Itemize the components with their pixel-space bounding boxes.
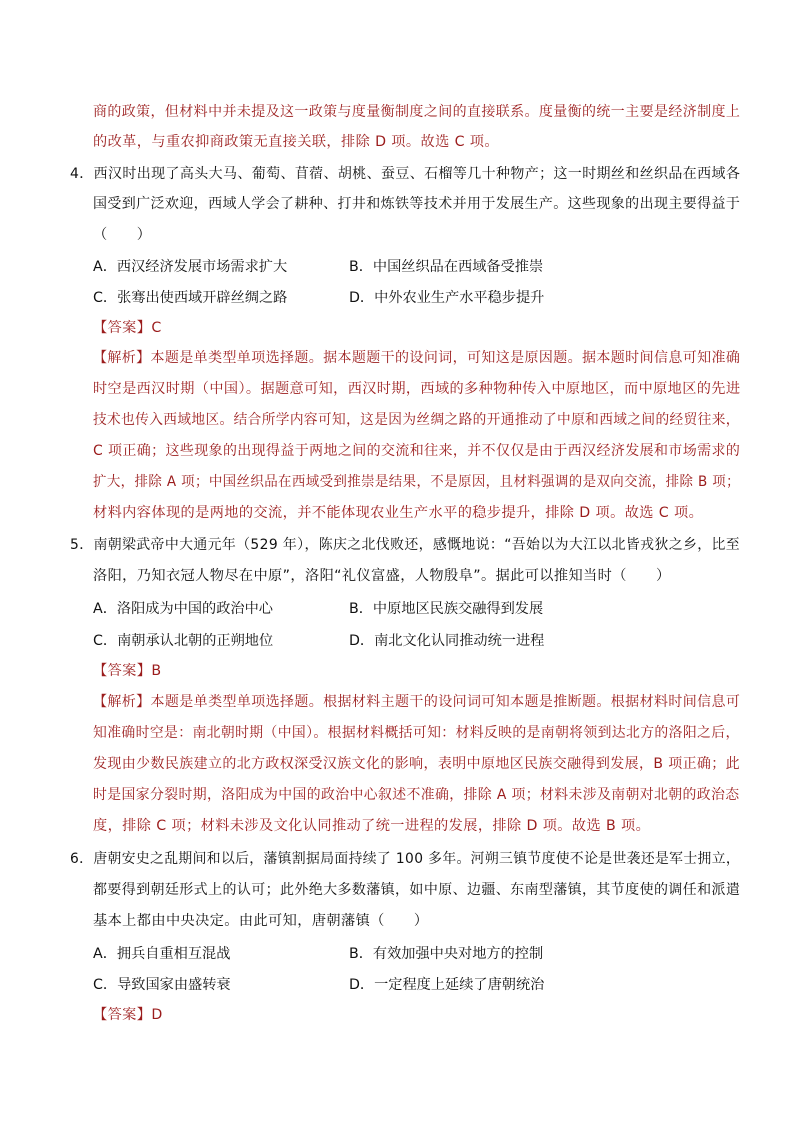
analysis-line: 商的政策，但材料中并未提及这一政策与度量衡制度之间的直接联系。度量衡的统一主要是经济制度上 xyxy=(93,104,741,120)
analysis-line: 技术也传入西域地区。结合所学内容可知，这是因为丝绸之路的开通推动了中原和西域之间的经贸往来， xyxy=(93,412,740,428)
option-c: C．导致国家由盛转衰 xyxy=(93,977,231,993)
question-5-stem: 5．南朝梁武帝中大通元年（529 年），陈庆之北伐败还，感慨地说：“吾始以为大江以北皆戎狄之乡，比至 xyxy=(70,537,741,553)
answer-label: 【答案】D xyxy=(93,1007,163,1023)
option-c: C．南朝承认北朝的正朔地位 xyxy=(93,633,274,649)
answer-label: 【答案】B xyxy=(93,663,162,679)
option-d: D．一定程度上延续了唐朝统治 xyxy=(349,977,545,993)
analysis-line: 【解析】本题是单类型单项选择题。根据材料主题干的设问词可知本题是推断题。根据材料时间信息可 xyxy=(93,694,741,710)
question-5-stem: 洛阳，乃知衣冠人物尽在中原”，洛阳“礼仪富盛，人物殷阜”。据此可以推知当时（ ） xyxy=(93,568,671,584)
question-6-stem: 都要得到朝廷形式上的认可；此外绝大多数藩镇，如中原、边疆、东南型藩镇，其节度使的调任和派遣 xyxy=(93,882,741,898)
option-d: D．中外农业生产水平稳步提升 xyxy=(349,290,545,306)
analysis-line: 发现由少数民族建立的北方政权深受汉族文化的影响，表明中原地区民族交融得到发展，B 项正确；此 xyxy=(93,756,741,772)
option-b: B．中原地区民族交融得到发展 xyxy=(349,601,544,617)
analysis-line: 知准确时空是：南北朝时期（中国）。根据材料概括可知：材料反映的是南朝将领到达北方的洛阳之后， xyxy=(93,725,740,741)
option-b: B．中国丝织品在西域备受推崇 xyxy=(349,259,544,275)
analysis-line: C 项正确；这些现象的出现得益于两地之间的交流和往来，并不仅仅是由于西汉经济发展和市场需求的 xyxy=(93,443,741,459)
analysis-line: 的改革，与重农抑商政策无直接关联，排除 D 项。故选 C 项。 xyxy=(93,134,499,150)
answer-label: 【答案】C xyxy=(93,320,162,336)
analysis-line: 【解析】本题是单类型单项选择题。据本题题干的设问词，可知这是原因题。据本题时间信息可知准确 xyxy=(93,350,741,366)
option-a: A．洛阳成为中国的政治中心 xyxy=(93,601,273,617)
question-4-stem: 国受到广泛欢迎，西域人学会了耕种、打井和炼铁等技术并用于发展生产。这些现象的出现主要得益于 xyxy=(93,196,741,212)
question-6-stem: 基本上都由中央决定。由此可知，唐朝藩镇（ ） xyxy=(93,913,429,929)
option-c: C．张骞出使西域开辟丝绸之路 xyxy=(93,290,288,306)
question-4-stem: 4．西汉时出现了高头大马、葡萄、苜蓿、胡桃、蚕豆、石榴等几十种物产；这一时期丝和丝织品在西域各 xyxy=(70,166,741,182)
option-a: A．西汉经济发展市场需求扩大 xyxy=(93,259,288,275)
question-6-stem: 6．唐朝安史之乱期间和以后，藩镇割据局面持续了 100 多年。河朔三镇节度使不论是世袭还是军士拥立， xyxy=(70,851,741,867)
option-b: B．有效加强中央对地方的控制 xyxy=(349,946,544,962)
option-a: A．拥兵自重相互混战 xyxy=(93,946,231,962)
analysis-line: 时空是西汉时期（中国）。据题意可知，西汉时期，西域的多种物种传入中原地区，而中原地区的先进 xyxy=(93,381,741,397)
option-d: D．南北文化认同推动统一进程 xyxy=(349,633,545,649)
analysis-line: 度，排除 C 项；材料未涉及文化认同推动了统一进程的发展，排除 D 项。故选 B 项。 xyxy=(93,818,651,834)
analysis-line: 材料内容体现的是两地的交流，并不能体现农业生产水平的稳步提升，排除 D 项。故选 C 项。 xyxy=(93,505,704,521)
analysis-line: 时是国家分裂时期，洛阳成为中国的政治中心叙述不准确，排除 A 项；材料未涉及南朝对北朝的政治态 xyxy=(93,787,740,803)
question-4-stem: （ ） xyxy=(93,227,152,243)
analysis-line: 扩大，排除 A 项；中国丝织品在西域受到推崇是结果，不是原因，且材料强调的是双向交流，排除 B 项； xyxy=(93,474,740,490)
